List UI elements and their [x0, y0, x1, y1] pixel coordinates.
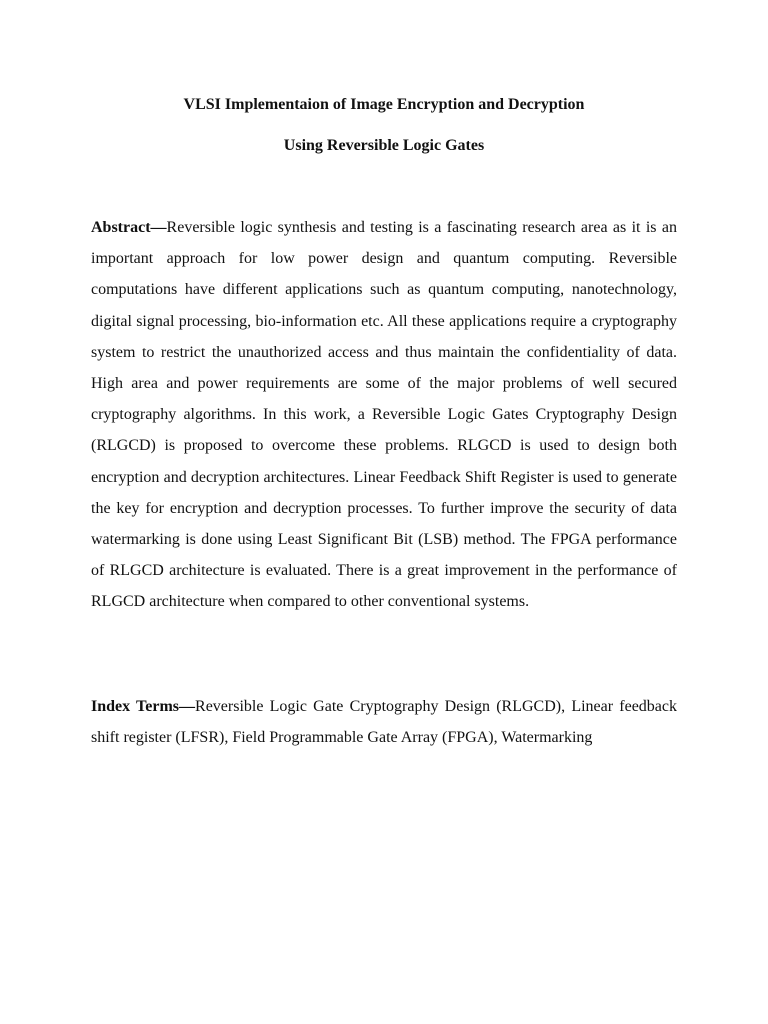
index-terms-text: Reversible Logic Gate Cryptography Design (RLGCD), Linear feedback shift register (LFSR), Field Programmable Gate Array (FPGA), Watermarking [91, 698, 678, 747]
index-terms-label: Index Terms— [91, 698, 196, 715]
index-terms-paragraph [91, 691, 677, 753]
paper-title-line-2: Using Reversible Logic Gates [283, 137, 485, 154]
abstract-paragraph [91, 212, 677, 618]
abstract-text: Reversible logic synthesis and testing is a fascinating research area as it is an important approach for low power design and quantum computing. Reversible computations have different applications such as quantum computing, nanotechnology, digital signal processing, bio-information etc. All these applications require a cryptography system to restrict the unauthorized access and thus maintain the confidentiality of data. High area and power requirements are some of the major problems of well secured cryptography algorithms. In this work, a Reversible Logic Gates Cryptography Design (RLGCD) is proposed to overcome these problems. RLGCD is used to design both encryption and decryption architectures. Linear Feedback Shift Register is used to generate the key for encryption and decryption processes. To further improve the security of data watermarking is done using Least Significant Bit (LSB) method. The FPGA performance of RLGCD architecture is evaluated. There is a great improvement in the performance of RLGCD architecture when compared to other conventional systems. [91, 219, 677, 611]
paper-title-line-1: VLSI Implementaion of Image Encryption and Decryption [183, 96, 585, 113]
abstract-label: Abstract— [91, 219, 167, 236]
